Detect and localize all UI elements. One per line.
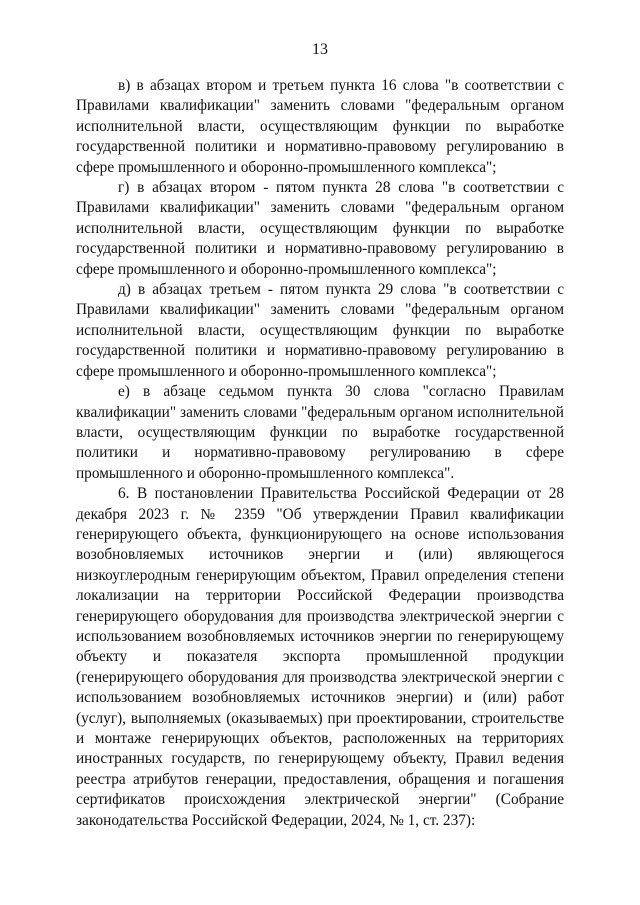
document-body bbox=[76, 76, 564, 831]
page-number: 13 bbox=[312, 41, 328, 58]
paragraph-item-d: д) в абзацах третьем - пятом пункта 29 слова "в соответствии с Правилами квалификации" заменить словами "федеральным органом исполнительной власти, осуществляющим функции по выработке государственной политики и нормативно-правовому регулированию в сфере промышленного и оборонно-промышленного комплекса"; bbox=[76, 281, 564, 380]
paragraph-point-6: 6. В постановлении Правительства Российской Федерации от 28 декабря 2023 г. № 2359 "Об утверждении Правил квалификации генерирующего объекта, функционирующего на основе использования возобновляемых источников энергии и (или) являющегося низкоуглеродным генерирующим объектом, Правил определения степени локализации на территории Российской Федерации производства генерирующего оборудования для производства электрической энергии с использованием возобновляемых источников энергии по генерирующему объекту и показателя экспорта промышленной продукции (генерирующего оборудования для производства электрической энергии с использованием возобновляемых источников энергии) и (или) работ (услуг), выполняемых (оказываемых) при проектировании, строительстве и монтаже генерирующих объектов, расположенных на территориях иностранных государств, по генерирующему объекту, Правил ведения реестра атрибутов генерации, предоставления, обращения и погашения сертификатов происхождения электрической энергии" (Собрание законодательства Российской Федерации, 2024, № 1, ст. 237): bbox=[76, 485, 564, 829]
paragraph-item-e: е) в абзаце седьмом пункта 30 слова "согласно Правилам квалификации" заменить словами "федеральным органом исполнительной власти, осуществляющим функции по выработке государственной политики и нормативно-правовому регулированию в сфере промышленного и оборонно-промышленного комплекса". bbox=[76, 383, 564, 482]
paragraph-item-g: г) в абзацах втором - пятом пункта 28 слова "в соответствии с Правилами квалификации" заменить словами "федеральным органом исполнительной власти, осуществляющим функции по выработке государственной политики и нормативно-правовому регулированию в сфере промышленного и оборонно-промышленного комплекса"; bbox=[76, 179, 564, 278]
paragraph-item-v: в) в абзацах втором и третьем пункта 16 слова "в соответствии с Правилами квалификации" заменить словами "федеральным органом исполнительной власти, осуществляющим функции по выработке государственной политики и нормативно-правовому регулированию в сфере промышленного и оборонно-промышленного комплекса"; bbox=[76, 77, 564, 176]
